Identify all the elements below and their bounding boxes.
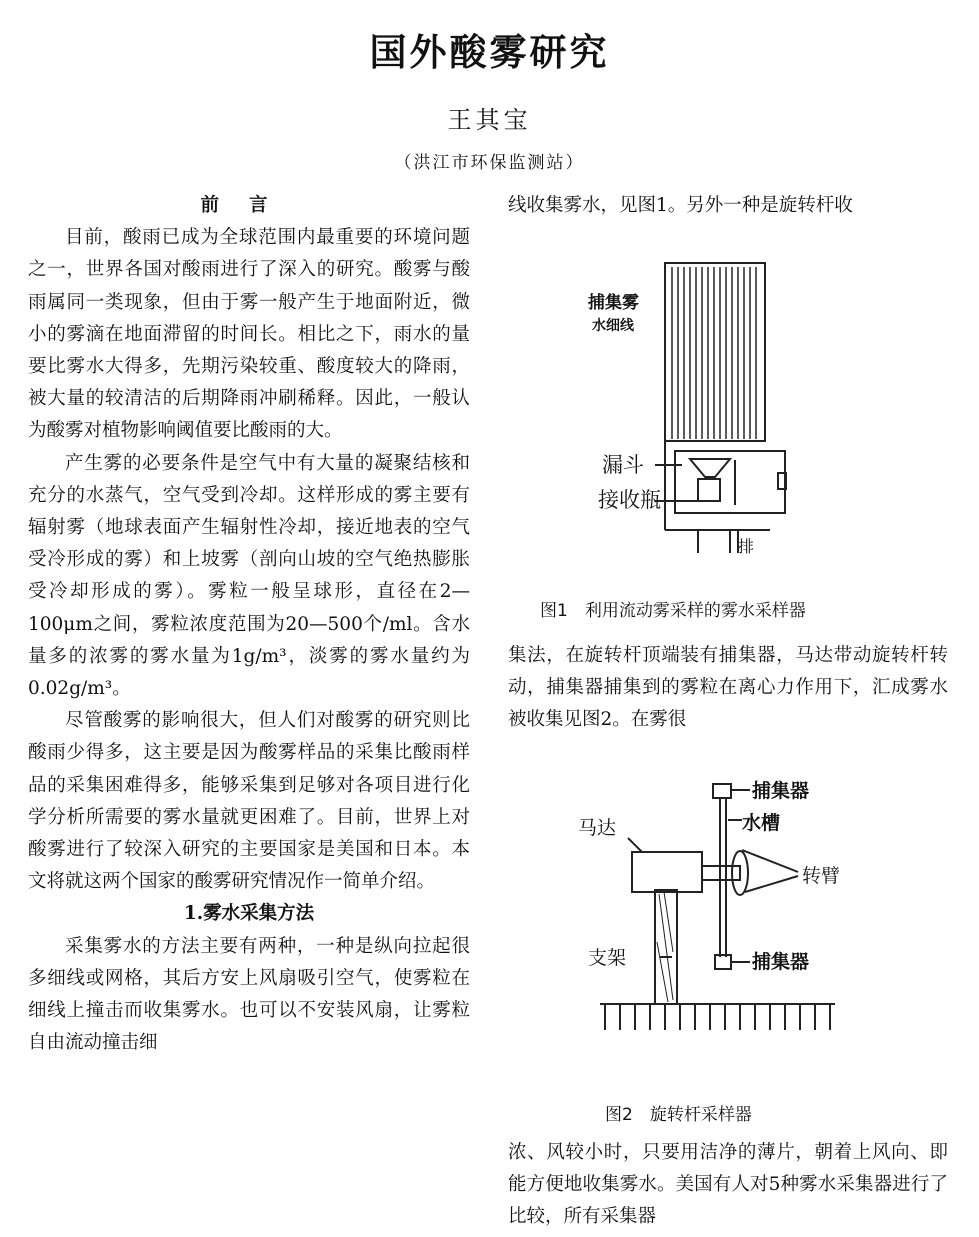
label-trough: 水槽 (742, 812, 781, 834)
right-column-bottom (508, 1137, 948, 1234)
figure-2-caption: 图2 旋转杆采样器 (605, 1105, 752, 1125)
figure-1-diagram (570, 255, 810, 560)
label-collector-sub: 水细线 (592, 318, 634, 334)
label-pipe: 排 (738, 537, 755, 556)
label-arm: 转臂 (802, 865, 841, 887)
motor-box (632, 852, 740, 892)
paragraph: 目前，酸雨已成为全球范围内最重要的环境问题之一，世界各国对酸雨进行了深入的研究。酸雾与酸雨属同一类现象，但由于雾一般产生于地面附近，微小的雾滴在地面滞留的时间长。相比之下，雨水的量要比雾水大得多，先期污染较重、酸度较大的降雨，被大量的较清洁的后期降雨冲刷稀释。因此，一般认为酸雾对植物影响阈值要比酸雨的大。 (28, 227, 470, 442)
label-collector-bottom: 捕集器 (752, 951, 810, 973)
right-column-middle (508, 640, 948, 737)
label-collector: 捕集雾 (588, 293, 639, 313)
figure-1-caption: 图1 利用流动雾采样的雾水采样器 (540, 601, 806, 621)
paragraph: 线收集雾水，见图1。另外一种是旋转杆收 (508, 195, 853, 216)
funnel-assembly (665, 441, 786, 530)
label-stand: 支架 (588, 947, 627, 969)
figure-2-diagram (560, 772, 890, 1077)
paragraph: 产生雾的必要条件是空气中有大量的凝聚结核和充分的水蒸气，空气受到冷却。这样形成的雾主要有辐射雾（地球表面产生辐射性冷却，接近地表的空气受冷形成的雾）和上坡雾（剖向山坡的空气绝热膨胀受冷却形成的雾）。雾粒一般呈球形，直径在2—100μm之间，雾粒浓度范围为20—500个/ml。含水量多的浓雾的雾水量为1g/m³，淡雾的雾水量约为0.02g/m³。 (28, 452, 470, 700)
paragraph: 浓、风较小时，只要用洁净的薄片，朝着上风向、即能方便地收集雾水。美国有人对5种雾水采集器进行了比较，所有采集器 (508, 1142, 948, 1228)
label-collector-top: 捕集器 (752, 780, 810, 802)
author-affiliation: （洪江市环保监测站） (394, 153, 585, 173)
section-heading-1: 1.雾水采集方法 (183, 903, 315, 925)
paragraph: 集法，在旋转杆顶端装有捕集器，马达带动旋转杆转动，捕集器捕集到的雾粒在离心力作用下，汇成雾水被收集见图2。在雾很 (508, 645, 948, 731)
section-heading-intro: 前言 (200, 195, 298, 216)
fine-lines (672, 267, 756, 439)
stand-post (655, 890, 677, 1004)
ground-hatch (600, 1004, 835, 1030)
paragraph: 采集雾水的方法主要有两种，一种是纵向拉起很多细线或网格，其后方安上风扇吸引空气，使雾粒在细线上撞击而收集雾水。也可以不安装风扇，让雾粒自由流动撞击细 (28, 935, 470, 1054)
paragraph: 尽管酸雾的影响很大，但人们对酸雾的研究则比酸雨少得多，这主要是因为酸雾样品的采集比酸雨样品的采集困难得多，能够采集到足够对各项目进行化学分析所需要的雾水量就更困难了。目前，世界上对酸雾进行了较深入研究的主要国家是美国和日本。本文将就这两个国家的酸雾研究情况作一简单介绍。 (28, 710, 470, 893)
outlet-pipes (698, 530, 738, 553)
author-name: 王其宝 (447, 106, 532, 134)
paper-title: 国外酸雾研究 (369, 30, 610, 74)
left-column (28, 190, 470, 1059)
label-motor: 马达 (578, 817, 617, 839)
label-funnel: 漏斗 (602, 453, 644, 477)
right-column-top (508, 190, 948, 222)
label-bottle: 接收瓶 (598, 488, 661, 512)
